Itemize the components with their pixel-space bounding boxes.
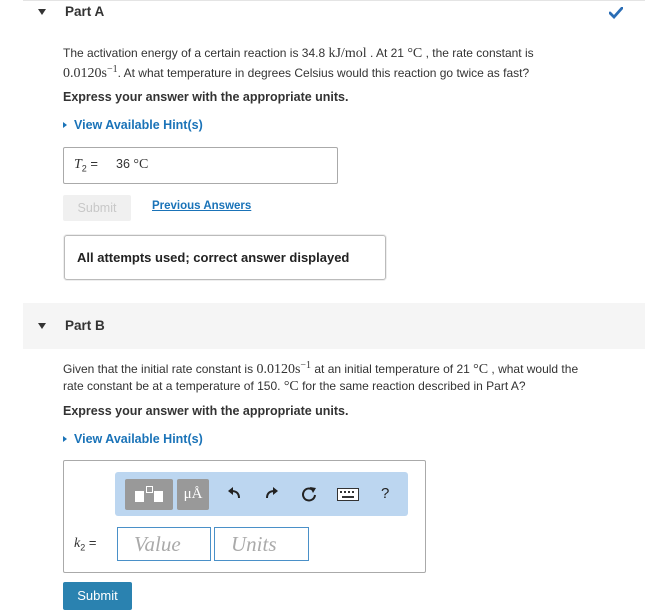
attempts-status-box — [64, 235, 386, 280]
part-b-express-instruction: Express your answer with the appropriate units. — [63, 404, 349, 418]
part-a-header-divider — [23, 0, 645, 1]
expand-hint-icon — [63, 436, 67, 442]
part-a-hint-link[interactable]: View Available Hint(s) — [63, 118, 203, 132]
part-a-question: The activation energy of a certain reaction is 34.8 kJ/mol . At 21 °C , the rate constant is $0.0120s^{-1}$. At what temperature in degrees Celsius would this reaction go twice as fast? — [63, 46, 534, 81]
collapse-part-b-icon[interactable] — [38, 323, 46, 329]
part-a-submit-button: Submit — [63, 195, 131, 221]
part-b-title: Part B — [65, 318, 105, 333]
part-a-answer-value: 36 °C — [116, 157, 149, 172]
part-b-answer-label: $k_2$ = — [74, 535, 97, 553]
units-input[interactable]: Units — [214, 527, 309, 561]
help-button[interactable]: ? — [381, 485, 390, 502]
part-a-answer-label: $T_2$ = — [74, 156, 99, 174]
template-icon — [135, 486, 163, 504]
template-button[interactable] — [125, 479, 173, 510]
redo-icon[interactable] — [264, 486, 280, 507]
part-a-answer-box — [63, 147, 338, 184]
correct-check-icon — [609, 6, 623, 24]
collapse-part-a-icon[interactable] — [38, 9, 46, 15]
part-b-header[interactable] — [23, 303, 645, 349]
value-input[interactable]: Value — [117, 527, 211, 561]
expand-hint-icon — [63, 122, 67, 128]
part-a-title: Part A — [65, 4, 105, 19]
attempts-status-text: All attempts used; correct answer displayed — [77, 250, 350, 265]
units-button[interactable]: μÅ — [177, 479, 209, 510]
part-b-submit-button[interactable]: Submit — [63, 582, 132, 610]
part-b-hint-link[interactable]: View Available Hint(s) — [63, 432, 203, 446]
part-b-question: Given that the initial rate constant is $0.0120s^{-1}$ at an initial temperature of 21 °C , what would the rate constant be at a temperature of 150. °C for the same reaction described in Part A? — [63, 360, 579, 394]
previous-answers-link[interactable]: Previous Answers — [152, 200, 252, 212]
undo-icon[interactable] — [226, 486, 242, 507]
reset-icon[interactable] — [301, 486, 317, 507]
keyboard-icon[interactable] — [337, 488, 359, 506]
part-a-express-instruction: Express your answer with the appropriate units. — [63, 90, 349, 104]
